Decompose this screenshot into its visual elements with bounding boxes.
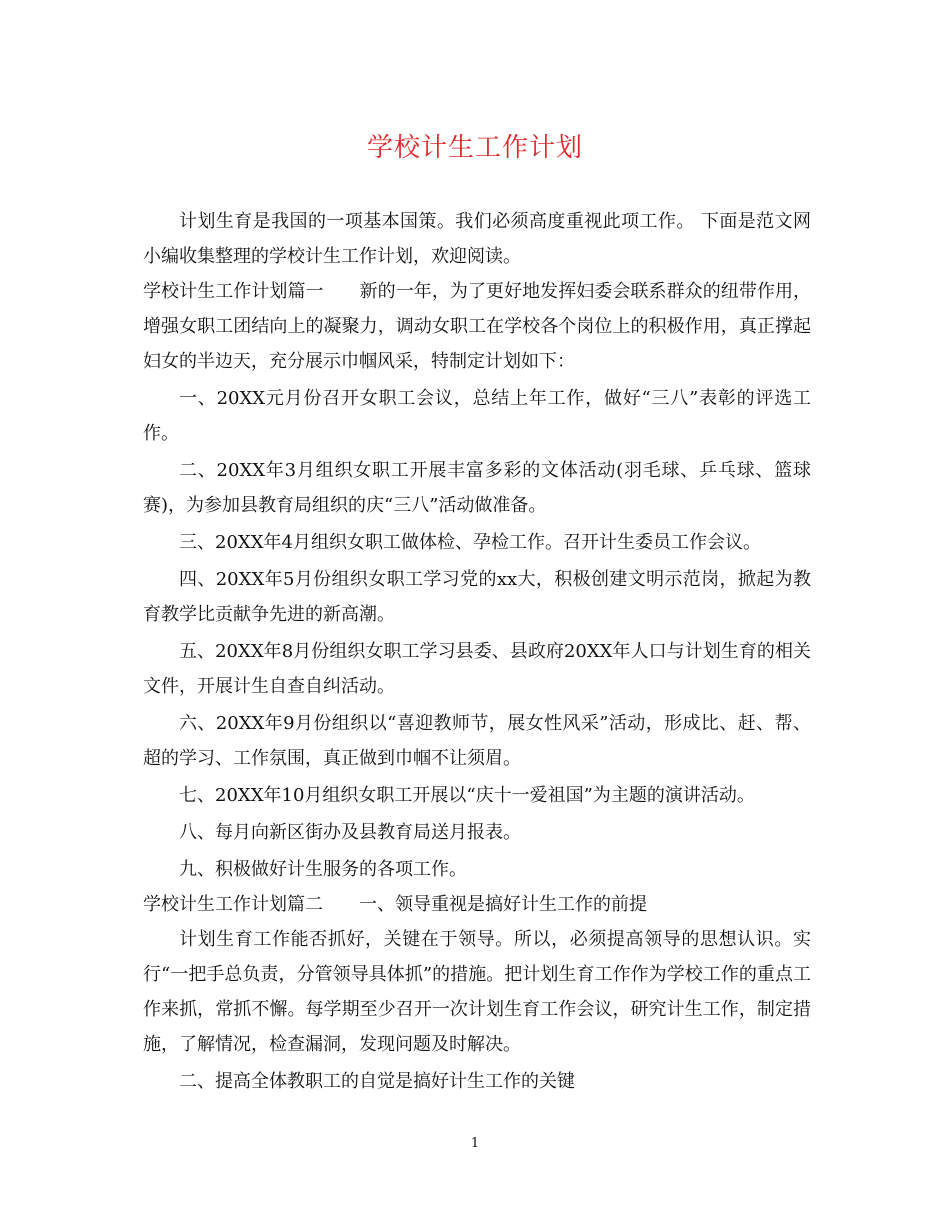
plan-item-1: 一、20XX元月份召开女职工会议，总结上年工作，做好“三八”表彰的评选工作。 — [143, 388, 811, 444]
section1-text: 新的一年，为了更好地发挥妇委会联系群众的纽带作用，增强女职工团结向上的凝聚力，调动女职工在学校各个岗位上的积极作用，真正撑起妇女的半边天，充分展示巾帼风采，特制定计划如下： — [143, 281, 812, 372]
section1-paragraph — [143, 274, 811, 379]
document-title: 学校计生工作计划 — [366, 133, 583, 163]
section2-paragraph — [143, 887, 811, 922]
section1-heading: 学校计生工作计划篇一 — [143, 281, 324, 302]
section2-paragraph-2: 二、提高全体教职工的自觉是搞好计生工作的关键 — [179, 1071, 575, 1092]
section2-text: 一、领导重视是搞好计生工作的前提 — [359, 894, 647, 915]
intro-paragraph: 计划生育是我国的一项基本国策。我们必须高度重视此项工作。 下面是范文网小编收集整理的学校计生工作计划，欢迎阅读。 — [143, 211, 811, 267]
page-number: 1 — [470, 1136, 480, 1151]
plan-item-7: 七、20XX年10月组织女职工开展以“庆十一爱祖国”为主题的演讲活动。 — [179, 785, 755, 806]
plan-item-4: 四、20XX年5月份组织女职工学习党的xx大，积极创建文明示范岗，掀起为教育教学比贡献争先进的新高潮。 — [143, 569, 811, 625]
document-body — [143, 204, 811, 1099]
plan-item-8: 八、每月向新区街办及县教育局送月报表。 — [179, 822, 521, 843]
section2-paragraph-1: 计划生育工作能否抓好，关键在于领导。所以，必须提高领导的思想认识。实行“一把手总负责，分管领导具体抓”的措施。把计划生育工作作为学校工作的重点工作来抓，常抓不懈。每学期至少召开一次计划生育工作会议，研究计生工作，制定措施，了解情况，检查漏洞，发现问题及时解决。 — [143, 929, 811, 1055]
plan-item-3: 三、20XX年4月组织女职工做体检、孕检工作。召开计生委员工作会议。 — [179, 532, 761, 553]
plan-item-9: 九、积极做好计生服务的各项工作。 — [179, 859, 467, 880]
plan-item-2: 二、20XX年3月组织女职工开展丰富多彩的文体活动(羽毛球、乒乓球、篮球赛)，为参加县教育局组织的庆“三八”活动做准备。 — [143, 460, 811, 516]
section2-heading: 学校计生工作计划篇二 — [143, 894, 323, 915]
plan-item-5: 五、20XX年8月份组织女职工学习县委、县政府20XX年人口与计划生育的相关文件，开展计生自查自纠活动。 — [143, 641, 811, 697]
plan-item-6: 六、20XX年9月份组织以“喜迎教师节，展女性风采”活动，形成比、赶、帮、超的学习、工作氛围，真正做到巾帼不让须眉。 — [143, 713, 811, 769]
